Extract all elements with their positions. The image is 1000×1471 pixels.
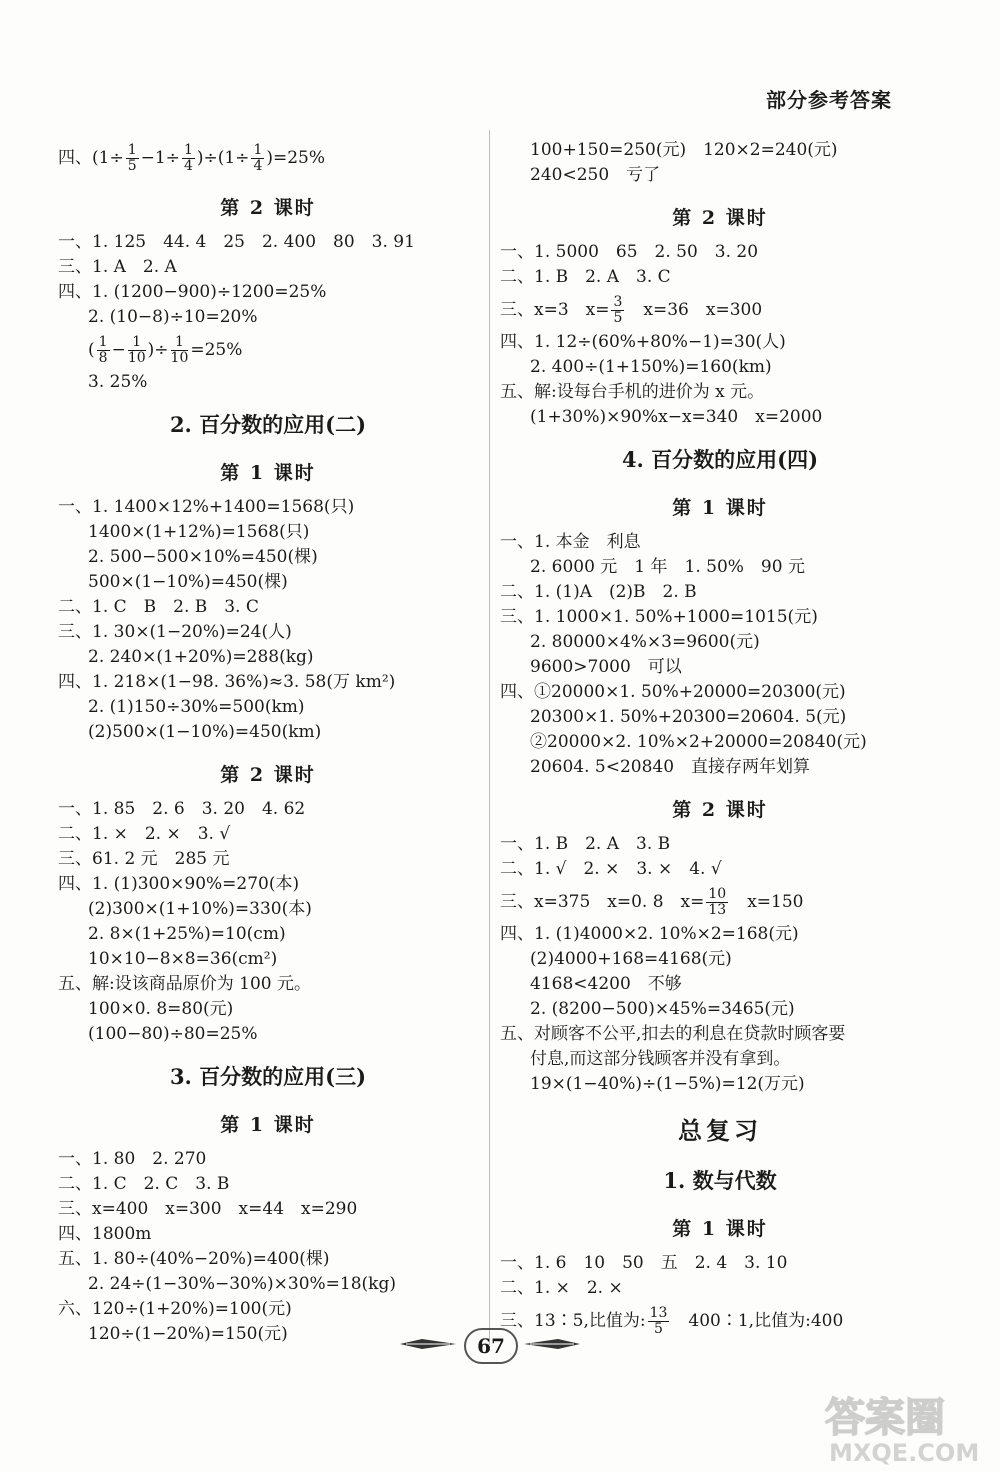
numerator: 1 bbox=[253, 142, 263, 158]
text: 400∶1,比值为:400 bbox=[671, 1311, 844, 1331]
answer-line: 一、1. 85 2. 6 3. 20 4. 62 bbox=[58, 799, 306, 819]
answer-line bbox=[500, 290, 940, 330]
answer-line: 二、1. C 2. C 3. B bbox=[58, 1174, 230, 1194]
answer-line: 六、120÷(1+20%)=100(元) bbox=[58, 1299, 292, 1319]
denominator: 4 bbox=[253, 158, 263, 174]
denominator: 5 bbox=[613, 310, 623, 326]
answer-line: 四、1. (1200−900)÷1200=25% bbox=[58, 282, 327, 302]
fraction bbox=[128, 335, 146, 366]
lesson-heading: 第 2 课时 bbox=[672, 207, 768, 229]
section-heading: 2. 百分数的应用(二) bbox=[169, 412, 367, 437]
section-heading: 3. 百分数的应用(三) bbox=[169, 1064, 367, 1089]
answer-line: 2. 24÷(1−30%−30%)×30%=18(kg) bbox=[88, 1274, 396, 1294]
numerator: 13 bbox=[649, 1305, 668, 1321]
text: − bbox=[111, 340, 126, 360]
answer-line: 1400×(1+12%)=1568(只) bbox=[88, 522, 310, 542]
answer-line: 一、1. 1400×12%+1400=1568(只) bbox=[58, 497, 355, 517]
answer-line: 一、1. 125 44. 4 25 2. 400 80 3. 91 bbox=[58, 232, 415, 252]
answer-line: 10×10−8×8=36(cm²) bbox=[88, 949, 278, 969]
answer-line: 2. 80000×4%×3=9600(元) bbox=[530, 632, 760, 652]
watermark-text: 答案圈 bbox=[825, 1395, 945, 1441]
denominator: 4 bbox=[183, 158, 193, 174]
text: −1÷ bbox=[140, 148, 180, 168]
fraction bbox=[611, 295, 624, 326]
answer-line: 五、解:设该商品原价为 100 元。 bbox=[58, 974, 311, 994]
answer-line: 3. 25% bbox=[88, 372, 148, 392]
answer-line: 三、1. A 2. A bbox=[58, 257, 177, 277]
page-header-title: 部分参考答案 bbox=[766, 88, 892, 112]
lesson-heading: 第 2 课时 bbox=[672, 799, 768, 821]
text: =25% bbox=[190, 340, 243, 360]
answer-line: 二、1. B 2. A 3. C bbox=[500, 267, 671, 287]
answer-line: 五、对顾客不公平,扣去的利息在贷款时顾客要 bbox=[500, 1024, 846, 1044]
answer-line: 一、1. 80 2. 270 bbox=[58, 1149, 207, 1169]
numerator: 1 bbox=[183, 142, 193, 158]
watermark-logo bbox=[817, 1387, 992, 1467]
text: x=150 bbox=[730, 892, 804, 912]
fraction bbox=[97, 335, 110, 366]
answer-line bbox=[58, 330, 478, 370]
answer-line: 240<250 亏了 bbox=[530, 165, 661, 185]
page-number: 67 bbox=[464, 1328, 518, 1364]
answer-line: 100+150=250(元) 120×2=240(元) bbox=[530, 140, 838, 160]
answer-line: 四、1800m bbox=[58, 1224, 152, 1244]
numerator: 10 bbox=[708, 886, 727, 902]
answer-line bbox=[58, 138, 478, 178]
left-ornament-icon bbox=[400, 1338, 456, 1350]
answer-line: 三、1. 30×(1−20%)=24(人) bbox=[58, 622, 292, 642]
denominator: 10 bbox=[170, 350, 189, 366]
answer-line: (1+30%)×90%x−x=340 x=2000 bbox=[530, 407, 823, 427]
answer-line: 四、1. (1)300×90%=270(本) bbox=[58, 874, 300, 894]
answer-line: 一、1. 本金 利息 bbox=[500, 532, 641, 552]
answer-line: 500×(1−10%)=450(棵) bbox=[88, 572, 288, 592]
section-heading: 4. 百分数的应用(四) bbox=[621, 447, 819, 472]
answer-line: 二、1. × 2. × 3. √ bbox=[58, 824, 231, 844]
answer-line: 4168<4200 不够 bbox=[530, 974, 682, 994]
answer-line: 20300×1. 50%+20300=20604. 5(元) bbox=[530, 707, 847, 727]
watermark-url: MXQE.COM bbox=[829, 1439, 980, 1467]
text: )÷ bbox=[147, 340, 169, 360]
answer-line: 四、1. (1)4000×2. 10%×2=168(元) bbox=[500, 924, 799, 944]
fraction bbox=[648, 1306, 670, 1337]
right-column bbox=[500, 138, 940, 1341]
text: 四、(1÷ bbox=[58, 148, 124, 168]
numerator: 1 bbox=[171, 335, 189, 351]
answer-line: 120÷(1−20%)=150(元) bbox=[88, 1324, 288, 1344]
answer-line: 2. 240×(1+20%)=288(kg) bbox=[88, 647, 314, 667]
denominator: 10 bbox=[127, 350, 146, 366]
lesson-heading: 第 1 课时 bbox=[220, 1114, 316, 1136]
fraction bbox=[182, 143, 195, 174]
answer-line: 2. 8×(1+25%)=10(cm) bbox=[88, 924, 286, 944]
text: 三、x=3 x= bbox=[500, 300, 610, 320]
text: 三、x=375 x=0. 8 x= bbox=[500, 892, 705, 912]
section-heading: 1. 数与代数 bbox=[663, 1168, 777, 1193]
answer-line: (100−80)÷80=25% bbox=[88, 1024, 258, 1044]
answer-line: 一、1. 5000 65 2. 50 3. 20 bbox=[500, 242, 759, 262]
denominator: 13 bbox=[708, 902, 727, 918]
right-ornament-icon bbox=[524, 1338, 580, 1350]
answer-line: 9600>7000 可以 bbox=[530, 657, 682, 677]
text: )=25% bbox=[266, 148, 326, 168]
numerator: 3 bbox=[613, 294, 623, 310]
review-heading: 总复习 bbox=[678, 1116, 762, 1145]
answer-line: 四、1. 12÷(60%+80%−1)=30(人) bbox=[500, 332, 786, 352]
answer-line: (2)300×(1+10%)=330(本) bbox=[88, 899, 312, 919]
answer-line: 100×0. 8=80(元) bbox=[88, 999, 234, 1019]
denominator: 5 bbox=[654, 1321, 663, 1337]
text: ( bbox=[88, 340, 95, 360]
answer-line: 三、61. 2 元 285 元 bbox=[58, 849, 230, 869]
answer-line: 三、1. 1000×1. 50%+1000=1015(元) bbox=[500, 607, 818, 627]
answer-line: 一、1. 6 10 50 五 2. 4 3. 10 bbox=[500, 1253, 788, 1273]
answer-line: 付息,而这部分钱顾客并没有拿到。 bbox=[530, 1049, 791, 1069]
text: 三、13∶5,比值为: bbox=[500, 1311, 646, 1331]
answer-line: 一、1. B 2. A 3. B bbox=[500, 834, 671, 854]
answer-line: 二、1. C B 2. B 3. C bbox=[58, 597, 259, 617]
answer-line: 2. 6000 元 1 年 1. 50% 90 元 bbox=[530, 557, 805, 577]
numerator: 1 bbox=[98, 334, 108, 350]
answer-line: 二、1. √ 2. × 3. × 4. √ bbox=[500, 859, 722, 879]
lesson-heading: 第 1 课时 bbox=[672, 1218, 768, 1240]
answer-line: 五、1. 80÷(40%−20%)=400(棵) bbox=[58, 1249, 330, 1269]
page-footer bbox=[400, 1326, 580, 1366]
answer-line bbox=[500, 882, 940, 922]
answer-line: 2. (10−8)÷10=20% bbox=[88, 307, 258, 327]
answer-line: 2. 400÷(1+150%)=160(km) bbox=[530, 357, 772, 377]
answer-line: 四、①20000×1. 50%+20000=20300(元) bbox=[500, 682, 846, 702]
column-divider bbox=[489, 130, 490, 1345]
answer-line: 三、x=400 x=300 x=44 x=290 bbox=[58, 1199, 358, 1219]
lesson-heading: 第 1 课时 bbox=[220, 462, 316, 484]
lesson-heading: 第 2 课时 bbox=[220, 764, 316, 786]
answer-line: 2. 500−500×10%=450(棵) bbox=[88, 547, 318, 567]
answer-line: (2)4000+168=4168(元) bbox=[530, 949, 732, 969]
fraction bbox=[126, 143, 139, 174]
numerator: 1 bbox=[128, 335, 146, 351]
left-column bbox=[58, 138, 478, 1347]
text: x=36 x=300 bbox=[626, 300, 763, 320]
denominator: 5 bbox=[127, 158, 137, 174]
answer-line: 五、解:设每台手机的进价为 x 元。 bbox=[500, 382, 765, 402]
answer-line: 二、1. (1)A (2)B 2. B bbox=[500, 582, 697, 602]
answer-line: 20604. 5<20840 直接存两年划算 bbox=[530, 757, 811, 777]
denominator: 8 bbox=[98, 350, 108, 366]
answer-line: 二、1. × 2. × bbox=[500, 1278, 623, 1298]
answer-line: 四、1. 218×(1−98. 36%)≈3. 58(万 km²) bbox=[58, 672, 396, 692]
fraction bbox=[251, 143, 264, 174]
answer-line: 19×(1−40%)÷(1−5%)=12(万元) bbox=[530, 1074, 805, 1094]
fraction bbox=[706, 887, 728, 918]
lesson-heading: 第 1 课时 bbox=[672, 497, 768, 519]
answer-line: (2)500×(1−10%)=450(km) bbox=[88, 722, 322, 742]
text: )÷(1÷ bbox=[196, 148, 250, 168]
lesson-heading: 第 2 课时 bbox=[220, 197, 316, 219]
answer-line: 2. (8200−500)×45%=3465(元) bbox=[530, 999, 795, 1019]
answer-line: 2. (1)150÷30%=500(km) bbox=[88, 697, 305, 717]
fraction bbox=[171, 335, 189, 366]
numerator: 1 bbox=[127, 142, 137, 158]
answer-line: ②20000×2. 10%×2+20000=20840(元) bbox=[530, 732, 867, 752]
